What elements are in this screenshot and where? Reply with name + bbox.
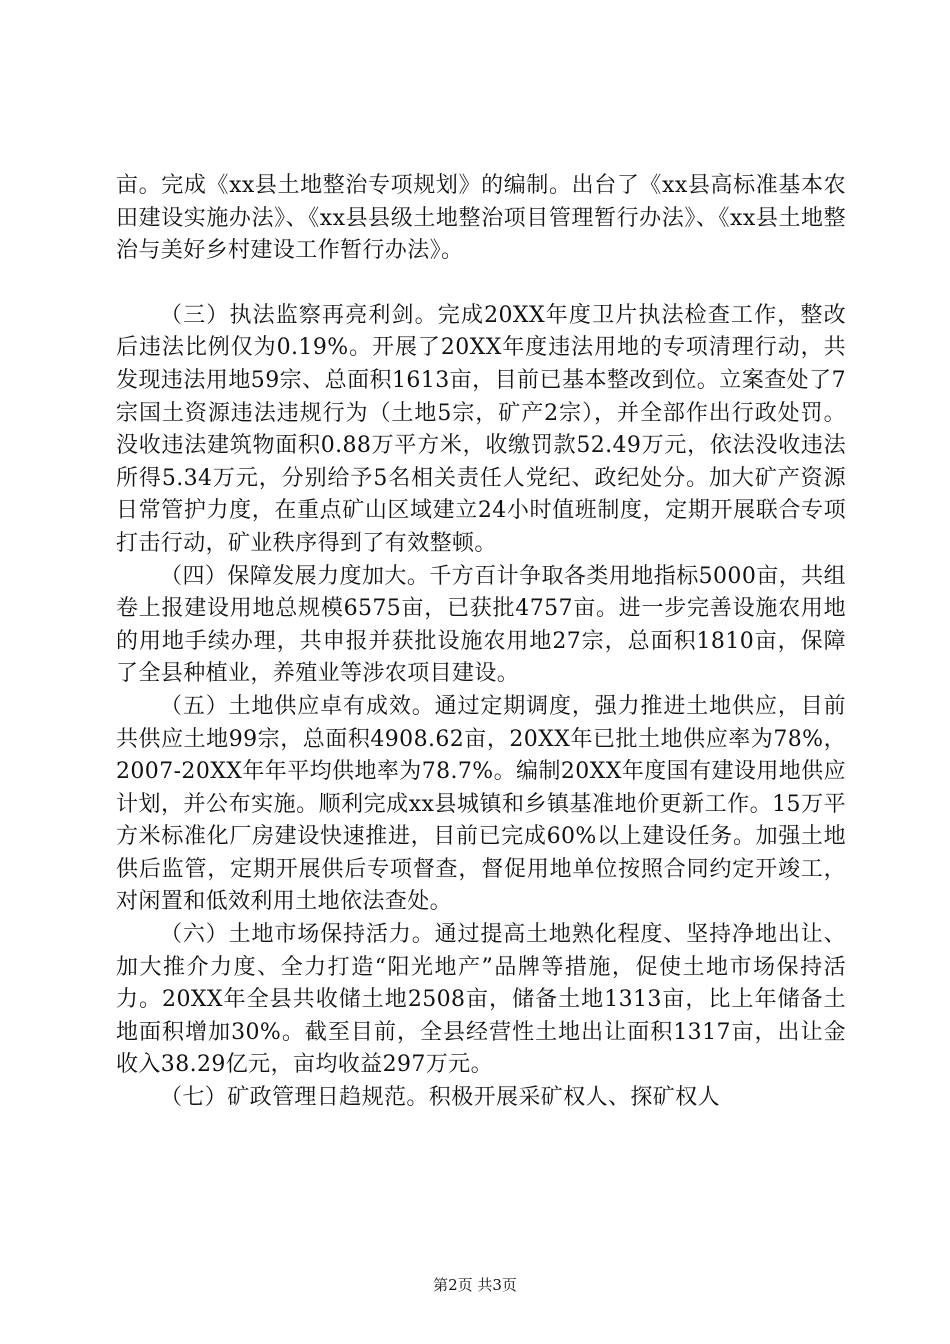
document-body — [116, 170, 846, 1115]
paragraph-continuation: 亩。完成《xx县土地整治专项规划》的编制。出台了《xx县高标准基本农田建设实施办法》、《xx县县级土地整治项目管理暂行办法》、《xx县土地整治与美好乡村建设工作暂行办法》。 — [116, 173, 846, 264]
paragraph-mining-management: （七）矿政管理日趋规范。积极开展采矿权人、探矿权人 — [160, 1085, 721, 1111]
paragraph-law-enforcement: （三）执法监察再亮利剑。完成20XX年度卫片执法检查工作，整改后违法比例仅为0.19%。开展了20XX年度违法用地的专项清理行动，共发现违法用地59宗、总面积1613亩，目前已基本整改到位。立案查处了7宗国土资源违法违规行为（土地5宗，矿产2宗），并全部作出行政处罚。没收违法建筑物面积0.88万平方米，收缴罚款52.49万元，依法没收违法所得5.34万元，分别给予5名相关责任人党纪、政纪处分。加大矿产资源日常管护力度，在重点矿山区域建立24小时值班制度，定期开展联合专项打击行动，矿业秩序得到了有效整顿。 — [116, 302, 846, 556]
paragraph-land-supply: （五）土地供应卓有成效。通过定期调度，强力推进土地供应，目前共供应土地99宗，总面积4908.62亩，20XX年已批土地供应率为78%，2007-20XX年年平均供地率为78.7%。编制20XX年度国有建设用地供应计划，并公布实施。顺利完成xx县城镇和乡镇基准地价更新工作。15万平方米标准化厂房建设快速推进，目前已完成60%以上建设任务。加强土地供后监管，定期开展供后专项督查，督促用地单位按照合同约定开竣工，对闲置和低效利用土地依法查处。 — [116, 693, 846, 915]
paragraph-development-guarantee: （四）保障发展力度加大。千方百计争取各类用地指标5000亩，共组卷上报建设用地总规模6575亩，已获批4757亩。进一步完善设施农用地的用地手续办理，共申报并获批设施农用地27宗，总面积1810亩，保障了全县种植业，养殖业等涉农项目建设。 — [116, 563, 846, 687]
paragraph-land-market: （六）土地市场保持活力。通过提高土地熟化程度、坚持净地出让、加大推介力度、全力打造“阳光地产”品牌等措施，促使土地市场保持活力。20XX年全县共收储土地2508亩，储备土地1313亩，比上年储备土地面积增加30%。截至目前，全县经营性土地出让面积1317亩，出让金收入38.29亿元，亩均收益297万元。 — [116, 922, 846, 1078]
page-number-footer: 第2页 共3页 — [433, 1276, 517, 1294]
